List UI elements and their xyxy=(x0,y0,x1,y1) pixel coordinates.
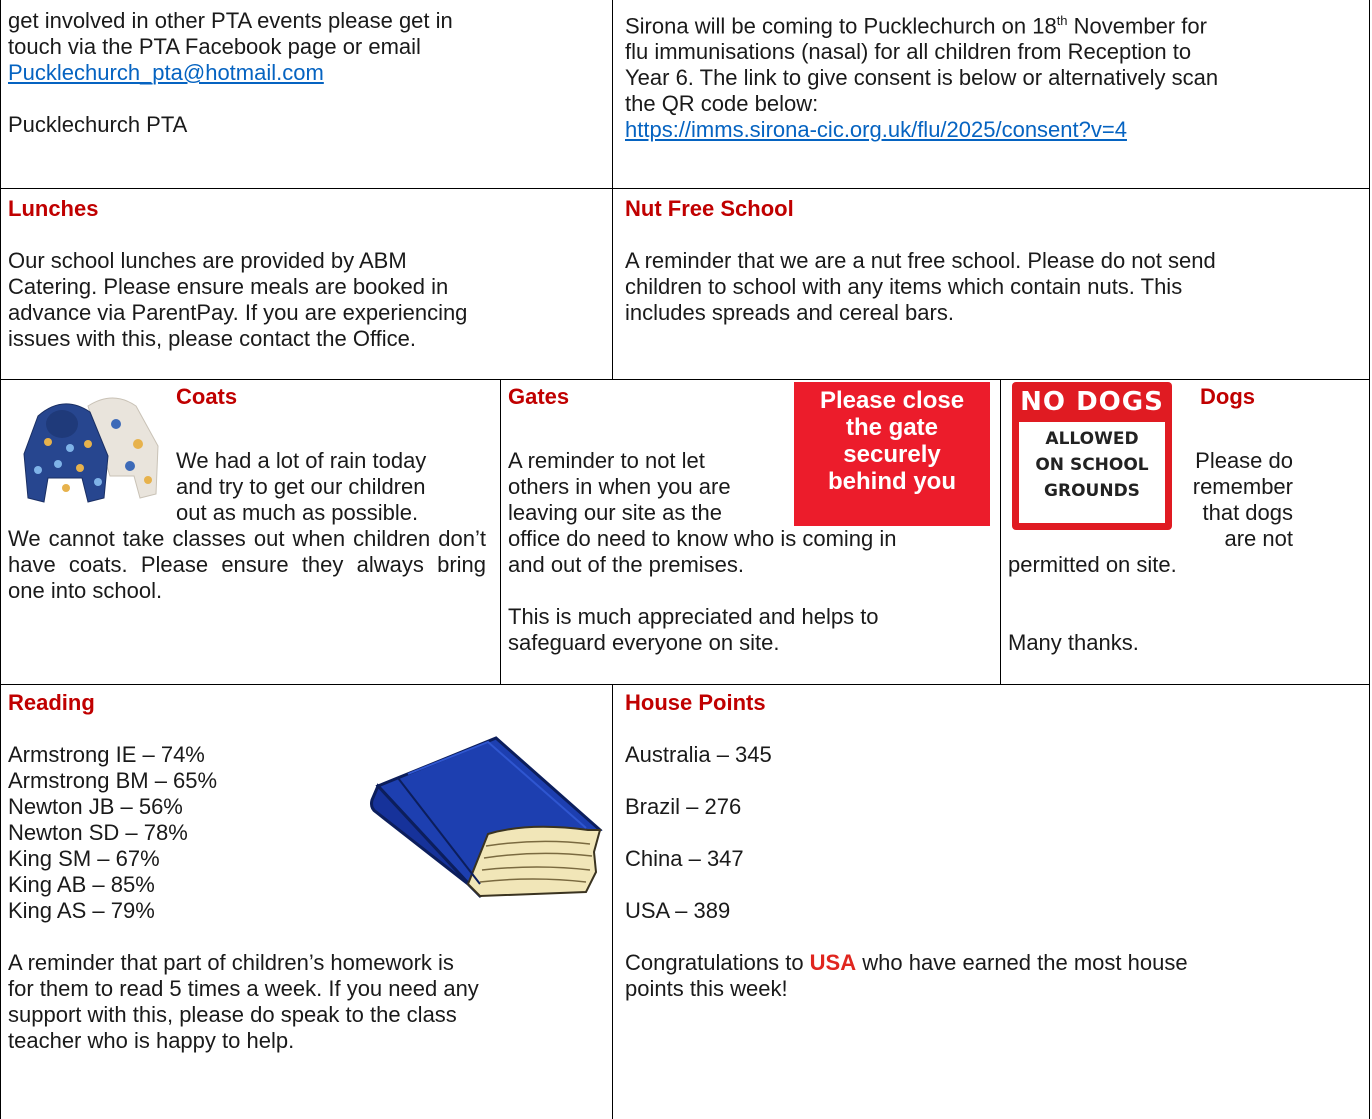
gates-title: Gates xyxy=(508,384,570,409)
gates-line: office do need to know who is coming in xyxy=(508,526,897,551)
gates-line: leaving our site as the xyxy=(508,500,723,525)
lunches-line: issues with this, please contact the Office. xyxy=(8,326,417,351)
coats-line: out as much as possible. xyxy=(176,500,419,525)
house-points-congrats-line-2: points this week! xyxy=(625,976,788,1001)
lunches-line: advance via ParentPay. If you are experiencing xyxy=(8,300,468,325)
coats-paragraph: We cannot take classes out when children don’t have coats. Please ensure they always bring one into school. xyxy=(8,526,486,603)
gates-section xyxy=(508,384,996,682)
dogs-line: that dogs xyxy=(1202,500,1293,525)
reading-title: Reading xyxy=(8,690,95,715)
reading-class-row: Newton JB – 56% xyxy=(8,794,183,819)
coats-title: Coats xyxy=(176,384,238,409)
coats-line: and try to get our children xyxy=(176,474,426,499)
pta-signoff: Pucklechurch PTA xyxy=(8,112,188,137)
reading-class-row: Armstrong BM – 65% xyxy=(8,768,218,793)
grid-left-border xyxy=(0,0,1,1119)
reading-line: teacher who is happy to help. xyxy=(8,1028,295,1053)
gates-line: others in when you are xyxy=(508,474,731,499)
dogs-line-full: permitted on site. xyxy=(1008,552,1177,577)
grid-divider-row1-v xyxy=(612,0,613,380)
flu-immunisation-section xyxy=(625,8,1365,143)
dogs-line: are not xyxy=(1224,526,1293,551)
house-points-entry: Brazil – 276 xyxy=(625,794,742,819)
reading-class-row: Armstrong IE – 74% xyxy=(8,742,205,767)
nut-free-line: A reminder that we are a nut free school. Please do not send xyxy=(625,248,1216,273)
house-points-entry: USA – 389 xyxy=(625,898,731,923)
flu-text-line-4: the QR code below: xyxy=(625,91,819,117)
book-icon xyxy=(368,734,608,904)
reading-class-row: King SM – 67% xyxy=(8,846,160,871)
reading-class-row: King AB – 85% xyxy=(8,872,155,897)
dogs-line: remember xyxy=(1192,474,1293,499)
grid-divider-h1 xyxy=(0,188,1370,189)
flu-consent-link[interactable]: https://imms.sirona-cic.org.uk/flu/2025/consent?v=4 xyxy=(625,117,1127,143)
gates-closing-line: safeguard everyone on site. xyxy=(508,630,780,655)
reading-class-row: King AS – 79% xyxy=(8,898,155,923)
coats-line: We had a lot of rain today xyxy=(176,448,427,473)
raincoats-image xyxy=(18,386,168,506)
pta-section xyxy=(8,8,608,138)
lunches-line: Catering. Please ensure meals are booked in xyxy=(8,274,449,299)
house-points-congrats: Congratulations to USA who have earned the most house xyxy=(625,950,1188,975)
grid-divider-h2 xyxy=(0,379,1370,380)
gates-closing-line: This is much appreciated and helps to xyxy=(508,604,879,629)
dogs-thanks: Many thanks. xyxy=(1008,630,1139,655)
grid-right-border xyxy=(1369,0,1370,1119)
lunches-title: Lunches xyxy=(8,196,99,221)
nut-free-line: includes spreads and cereal bars. xyxy=(625,300,954,325)
grid-divider-h3 xyxy=(0,684,1370,685)
reading-class-row: Newton SD – 78% xyxy=(8,820,188,845)
flu-text-line-2: flu immunisations (nasal) for all children from Reception to xyxy=(625,39,1192,65)
grid-divider-row3-v1 xyxy=(500,379,501,684)
flu-text-line-3: Year 6. The link to give consent is below or alternatively scan xyxy=(625,65,1219,91)
grid-divider-row4-v xyxy=(612,684,613,1119)
lunches-section xyxy=(8,196,608,352)
lunches-line: Our school lunches are provided by ABM xyxy=(8,248,407,273)
grid-divider-row3-v2 xyxy=(1000,379,1001,684)
nut-free-line: children to school with any items which contain nuts. This xyxy=(625,274,1183,299)
nut-free-section xyxy=(625,196,1365,326)
flu-text-line-1: Sirona will be coming to Pucklechurch on 18th November for xyxy=(625,13,1207,39)
dogs-title: Dogs xyxy=(1200,384,1255,409)
coats-section xyxy=(8,384,493,682)
house-points-section xyxy=(625,690,1365,1002)
house-points-entry: Australia – 345 xyxy=(625,742,772,767)
reading-line: support with this, please do speak to the class xyxy=(8,1002,457,1027)
pta-text-line-2: touch via the PTA Facebook page or email xyxy=(8,34,421,59)
dogs-section xyxy=(1008,384,1366,682)
pta-text-line-1: get involved in other PTA events please get in xyxy=(8,8,453,33)
gates-line: and out of the premises. xyxy=(508,552,745,577)
gates-line: A reminder to not let xyxy=(508,448,705,473)
pta-email-link[interactable]: Pucklechurch_pta@hotmail.com xyxy=(8,60,324,85)
reading-line: for them to read 5 times a week. If you need any xyxy=(8,976,479,1001)
no-dogs-sign: NO DOGS ALLOWED ON SCHOOL GROUNDS xyxy=(1012,382,1172,530)
winning-house: USA xyxy=(809,950,857,975)
reading-section xyxy=(8,690,608,1118)
dogs-line: Please do xyxy=(1195,448,1293,473)
close-gate-sign: Please close the gate securely behind you xyxy=(794,382,990,526)
house-points-entry: China – 347 xyxy=(625,846,744,871)
nut-free-title: Nut Free School xyxy=(625,196,794,221)
reading-line: A reminder that part of children’s homework is xyxy=(8,950,454,975)
house-points-title: House Points xyxy=(625,690,766,715)
